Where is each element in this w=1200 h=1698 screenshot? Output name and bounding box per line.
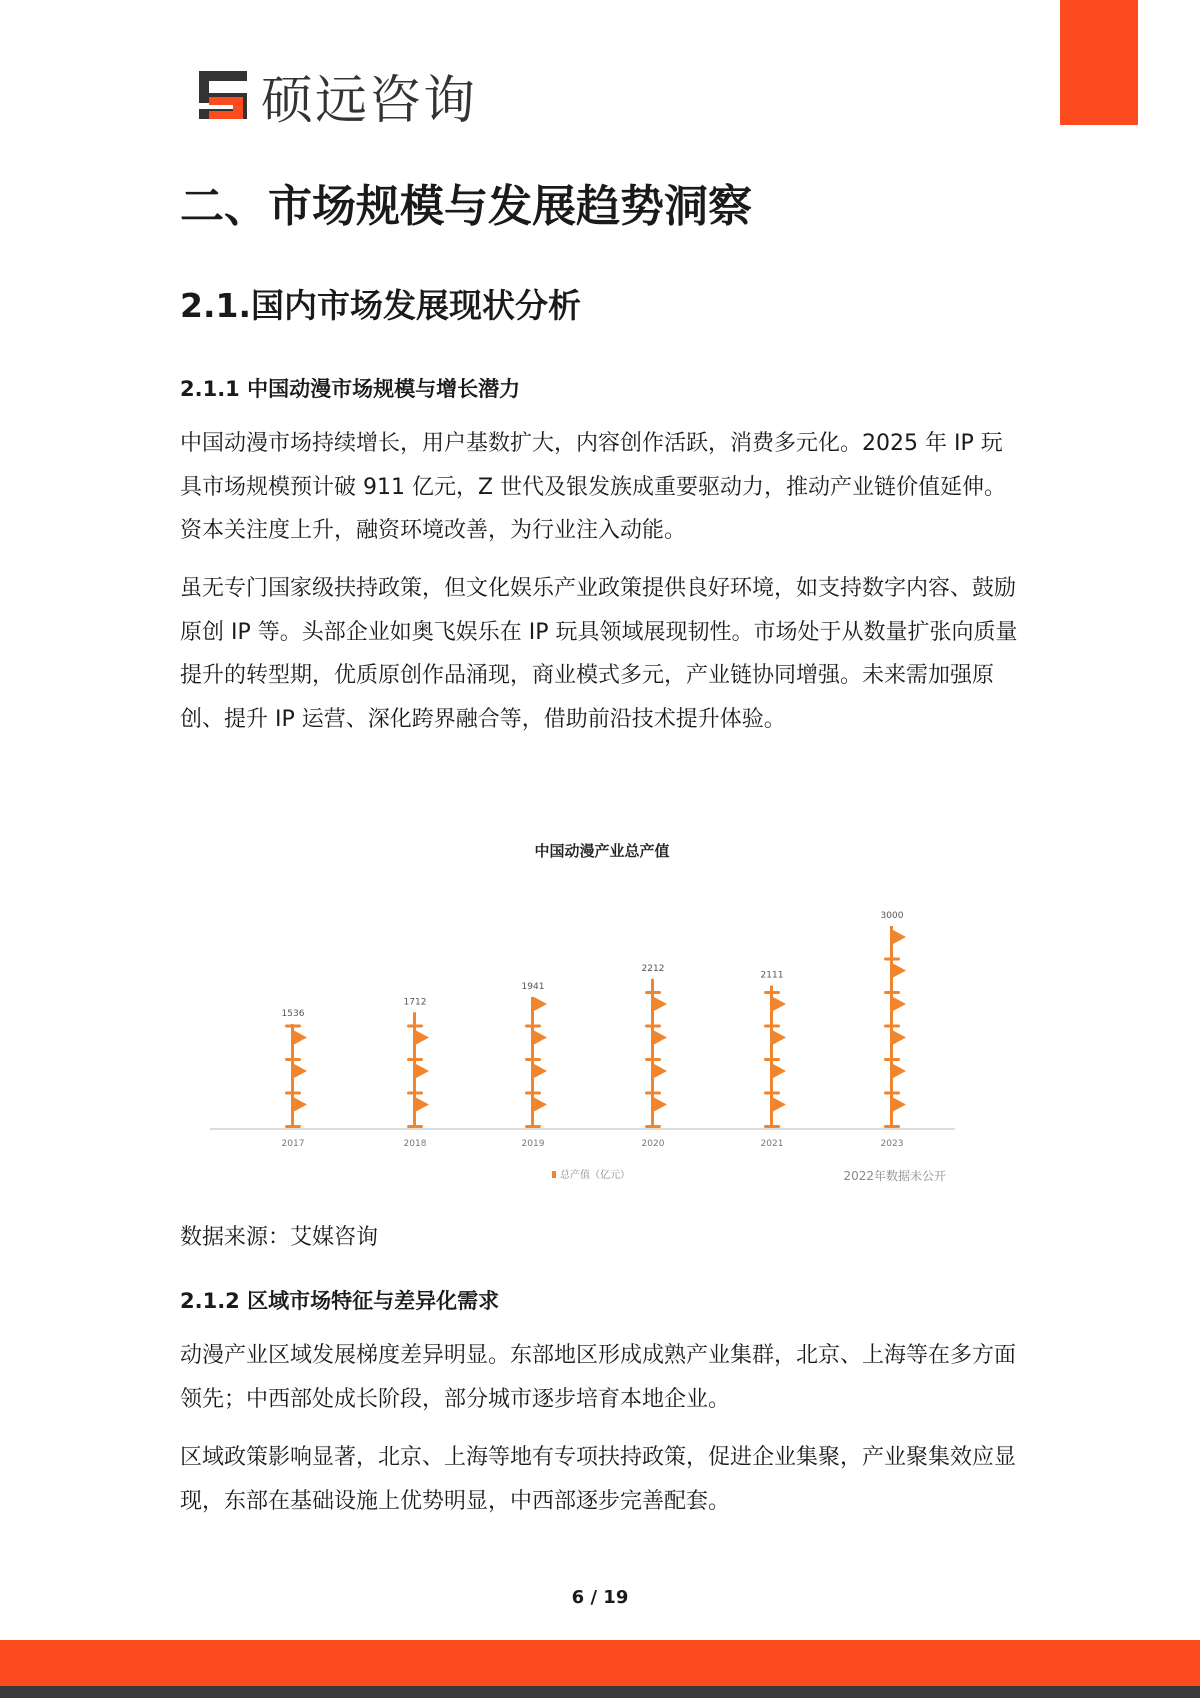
- data-label: 1536: [281, 1009, 305, 1020]
- flag-icon: [285, 1094, 307, 1129]
- data-label: 2111: [760, 970, 784, 981]
- flag-icon: [884, 1027, 906, 1062]
- flag-icon: [645, 993, 667, 1028]
- paragraph: 动漫产业区域发展梯度差异明显。东部地区形成成熟产业集群，北京、上海等在多方面领先；中西部处成长阶段，部分城市逐步培育本地企业。: [180, 1343, 1017, 1412]
- flag-icon: [884, 1060, 906, 1095]
- x-tick-label: 2023: [880, 1139, 904, 1149]
- flag-icon: [407, 1094, 429, 1129]
- section-heading: 2.1.国内市场发展现状分析: [180, 286, 581, 325]
- bar-2021: [764, 986, 786, 1128]
- footer-bar: [0, 1640, 1200, 1686]
- paragraph: 区域政策影响显著，北京、上海等地有专项扶持政策，促进企业集聚，产业聚集效应显现，东部在基础设施上优势明显，中西部逐步完善配套。: [180, 1445, 1017, 1514]
- bar-2018: [407, 1012, 429, 1128]
- flag-icon: [645, 1094, 667, 1129]
- bar-2017: [285, 1024, 307, 1128]
- page-title: 二、市场规模与发展趋势洞察: [180, 181, 752, 232]
- flag-icon: [884, 960, 906, 995]
- bar-2023: [884, 926, 906, 1128]
- flag-icon: [285, 1024, 301, 1027]
- chart-note: 2022年数据未公开: [843, 1169, 946, 1183]
- x-tick-label: 2021: [760, 1139, 784, 1149]
- flag-icon: [645, 979, 661, 994]
- bar-2020: [645, 979, 667, 1128]
- legend-label: 总产值（亿元）: [560, 1170, 630, 1181]
- logo: [195, 62, 478, 131]
- footer-strip: [0, 1686, 1200, 1698]
- logo-icon: [195, 67, 251, 123]
- x-tick-label: 2018: [403, 1139, 427, 1149]
- flag-icon: [764, 986, 780, 994]
- data-label: 1941: [521, 981, 545, 992]
- flag-icon: [525, 997, 547, 1028]
- data-label: 2212: [641, 963, 665, 974]
- flag-icon: [645, 1027, 667, 1062]
- flag-icon: [525, 1027, 547, 1062]
- data-label: 1712: [403, 997, 427, 1008]
- flag-icon: [285, 1060, 307, 1095]
- paragraph: 虽无专门国家级扶持政策，但文化娱乐产业政策提供良好环境，如支持数字内容、鼓励原创 IP 等。头部企业如奥飞娱乐在 IP 玩具领域展现韧性。市场处于从数量扩张向质量提升的转型期，优质原创作品涌现，商业模式多元，产业链协同增强。未来需加强原创、提升 IP 运营、深化跨界融合等，借助前沿技术提升体验。: [180, 576, 1018, 732]
- flag-icon: [407, 1027, 429, 1062]
- flag-icon: [407, 1012, 423, 1027]
- flag-icon: [764, 1027, 786, 1062]
- data-label: 3000: [880, 911, 904, 921]
- bar-2019: [525, 997, 547, 1128]
- flag-icon: [884, 993, 906, 1028]
- flag-icon: [884, 1094, 906, 1129]
- legend-swatch: [552, 1171, 556, 1178]
- chart: [170, 820, 1030, 1190]
- flag-icon: [645, 1060, 667, 1095]
- flag-icon: [525, 1060, 547, 1095]
- paragraph: 中国动漫市场持续增长，用户基数扩大，内容创作活跃，消费多元化。2025 年 IP 玩具市场规模预计破 911 亿元，Z 世代及银发族成重要驱动力，推动产业链价值延伸。资本关注度上升，融资环境改善，为行业注入动能。: [180, 431, 1007, 543]
- subsection-heading: 2.1.1 中国动漫市场规模与增长潜力: [180, 377, 521, 401]
- flag-icon: [764, 1060, 786, 1095]
- flag-icon: [764, 993, 786, 1028]
- flag-icon: [285, 1027, 307, 1062]
- corner-accent: [1060, 0, 1138, 125]
- chart-title: 中国动漫产业总产值: [534, 842, 670, 860]
- flag-icon: [407, 1060, 429, 1095]
- x-tick-label: 2020: [641, 1139, 665, 1149]
- subsection-heading: 2.1.2 区域市场特征与差异化需求: [180, 1289, 500, 1313]
- logo-text: 硕远咨询: [261, 70, 478, 131]
- x-tick-label: 2017: [281, 1139, 305, 1149]
- page-number: 6 / 19: [571, 1587, 629, 1608]
- x-tick-label: 2019: [521, 1139, 545, 1149]
- flag-icon: [884, 926, 906, 961]
- data-source: 数据来源：艾媒咨询: [180, 1225, 379, 1250]
- flag-icon: [525, 1094, 547, 1129]
- flag-icon: [764, 1094, 786, 1129]
